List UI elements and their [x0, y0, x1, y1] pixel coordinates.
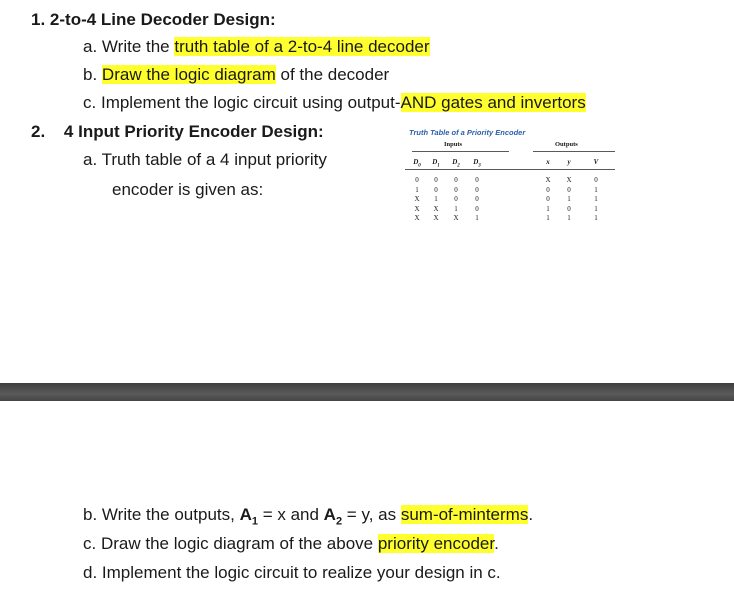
table-cell: X: [433, 204, 439, 213]
question-2c: [83, 534, 499, 554]
table-cell: 1: [594, 185, 598, 194]
table-cell: X: [566, 176, 572, 184]
table-cell: 1: [475, 214, 479, 223]
question-1b-text: of the decoder: [275, 65, 390, 84]
table-cell: 1: [415, 185, 419, 194]
table-cell: 1: [567, 195, 571, 204]
question-2b-highlight: sum-of-minterms: [400, 505, 529, 524]
question-2b-mid1: = x and: [257, 505, 324, 524]
header-rule: [405, 169, 615, 170]
column-header-0: $D_0$: [413, 158, 421, 169]
table-cell: X: [414, 214, 420, 223]
question-1b-marker: b.: [83, 65, 98, 84]
table-cell: 1: [546, 204, 550, 213]
table-cell: 1: [594, 204, 598, 213]
question-2a-line1: Truth table of a 4 input priority: [101, 150, 327, 169]
column-header-3: $D_3$: [473, 158, 481, 169]
table-cell: 0: [434, 185, 438, 194]
question-1c-highlight: AND gates and invertors: [400, 93, 586, 112]
question-2-title: [31, 122, 324, 142]
column-header-4: x: [546, 158, 550, 166]
inputs-underline: [412, 151, 509, 152]
table-cell: 0: [594, 176, 598, 184]
table-cell: 0: [454, 176, 458, 184]
output-a2: $A_2$: [323, 505, 343, 528]
question-1c-text: Implement the logic circuit using output-: [100, 93, 401, 112]
table-cell: 0: [567, 204, 571, 213]
column-header-2: $D_2$: [452, 158, 460, 169]
question-1a: [83, 37, 430, 57]
table-cell: X: [545, 176, 551, 184]
question-1a-highlight: truth table of a 2-to-4 line decoder: [174, 37, 430, 56]
table-cell: 1: [567, 214, 571, 223]
question-2b-end: .: [528, 505, 534, 524]
table-cell: X: [414, 204, 420, 213]
table-cell: 0: [454, 185, 458, 194]
table-cell: 0: [475, 195, 479, 204]
table-cell: 0: [454, 195, 458, 204]
question-2d-marker: d.: [83, 563, 98, 582]
question-2-heading: 4 Input Priority Encoder Design:: [63, 122, 324, 141]
table-cell: 0: [415, 176, 419, 184]
question-1c: [83, 93, 586, 113]
table-cell: 0: [475, 185, 479, 194]
table-cell: 1: [594, 214, 598, 223]
table-cell: 0: [475, 204, 479, 213]
table-cell: X: [414, 195, 420, 204]
question-2a-marker: a.: [83, 150, 98, 169]
table-cell: 1: [454, 204, 458, 213]
table-cell: X: [453, 214, 459, 223]
outputs-underline: [533, 151, 615, 152]
question-2a: [83, 150, 327, 170]
question-2c-highlight: priority encoder: [377, 534, 495, 553]
question-1b: [83, 65, 389, 85]
table-cell: 1: [434, 195, 438, 204]
column-header-5: y: [567, 158, 571, 166]
column-header-6: V: [593, 158, 599, 166]
question-2b-marker: b.: [83, 505, 98, 524]
table-cell: 1: [546, 214, 550, 223]
question-1-heading: 2-to-4 Line Decoder Design:: [49, 10, 276, 29]
table-cell: 1: [594, 195, 598, 204]
question-1-number: 1.: [31, 10, 46, 29]
question-2b: [83, 505, 533, 527]
table-cell: 0: [546, 185, 550, 194]
truth-table-title: Truth Table of a Priority Encoder: [409, 128, 526, 137]
question-1a-text: Write the: [101, 37, 175, 56]
question-2b-mid2: = y, as: [342, 505, 401, 524]
question-2c-marker: c.: [83, 534, 97, 553]
question-1a-marker: a.: [83, 37, 98, 56]
question-2c-end: .: [494, 534, 499, 553]
question-2c-text: Draw the logic diagram of the above: [100, 534, 378, 553]
question-2b-text: Write the outputs,: [101, 505, 240, 524]
question-1-title: [31, 10, 276, 30]
table-cell: X: [433, 214, 439, 223]
question-2d: [83, 563, 501, 583]
question-2d-text: Implement the logic circuit to realize your design in c.: [101, 563, 501, 582]
table-cell: 0: [434, 176, 438, 184]
question-1b-highlight: Draw the logic diagram: [101, 65, 276, 84]
table-cell: 0: [475, 176, 479, 184]
column-header-1: $D_1$: [432, 158, 440, 169]
question-1c-marker: c.: [83, 93, 97, 112]
outputs-header: Outputs: [555, 141, 578, 148]
output-a1: $A_1$: [239, 505, 258, 528]
question-2a-line2: encoder is given as:: [112, 180, 264, 199]
table-cell: 0: [546, 195, 550, 204]
page-divider-bar: [0, 383, 734, 401]
inputs-header: Inputs: [444, 141, 463, 148]
question-2-number: 2.: [31, 122, 46, 141]
table-cell: 0: [567, 185, 571, 194]
